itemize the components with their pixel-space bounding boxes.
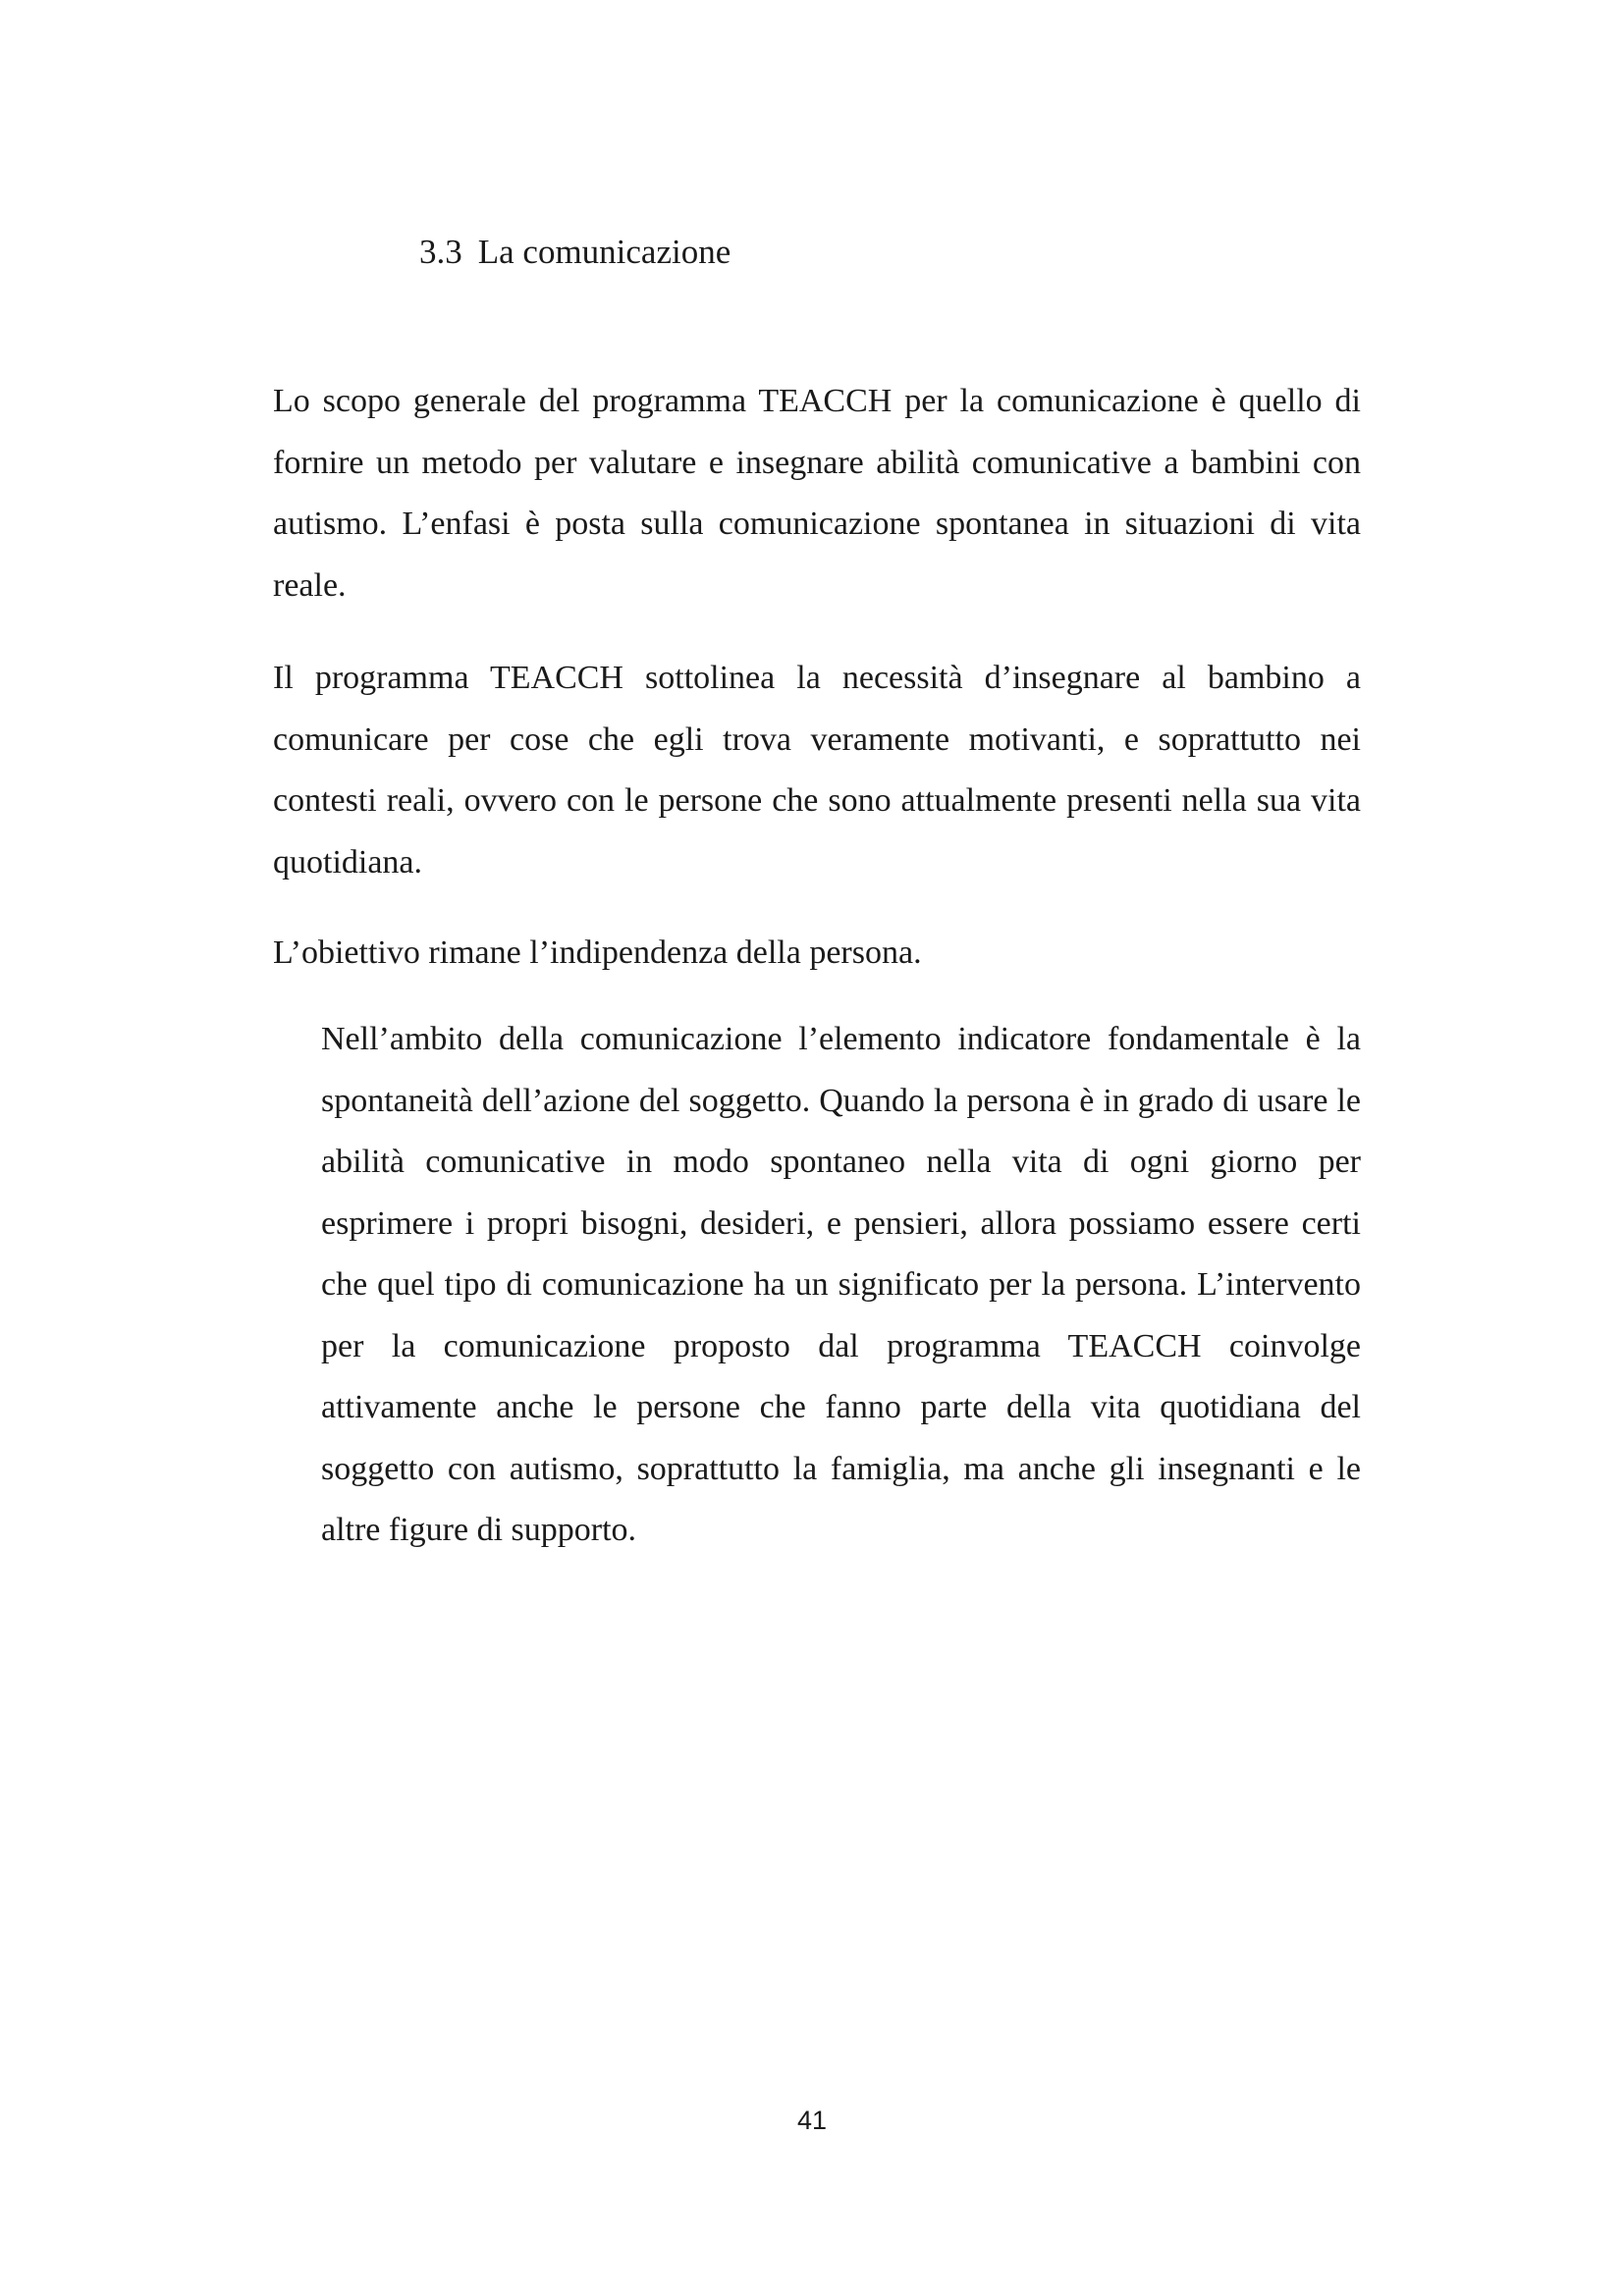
page-number: 41 bbox=[796, 2106, 828, 2135]
paragraph-2: Il programma TEACCH sottolinea la necessità d’insegnare al bambino a comunicare per cose che egli trova veramente motivanti, e soprattutto nei contesti reali, ovvero con le persone che sono attualmente presenti nella sua vita quotidiana. bbox=[273, 660, 1361, 881]
indented-paragraph: Nell’ambito della comunicazione l’elemento indicatore fondamentale è la spontaneità dell’azione del soggetto. Quando la persona è in grado di usare le abilità comunicative in modo spontaneo nella vita di ogni giorno per esprimere i propri bisogni, desideri, e pensieri, allora possiamo essere certi che quel tipo di comunicazione ha un significato per la persona. L’intervento per la comunicazione proposto dal programma TEACCH coinvolge attivamente anche le persone che fanno parte della vita quotidiana del soggetto con autismo, soprattutto la famiglia, ma anche gli insegnanti e le altre figure di supporto. bbox=[321, 1021, 1361, 1548]
paragraph-3: L’obiettivo rimane l’indipendenza della persona. bbox=[273, 934, 922, 971]
section-number: 3.3 bbox=[419, 233, 462, 271]
paragraph-1: Lo scopo generale del programma TEACCH per la comunicazione è quello di fornire un metodo per valutare e insegnare abilità comunicative a bambini con autismo. L’enfasi è posta sulla comunicazione spontanea in situazioni di vita reale. bbox=[273, 383, 1361, 604]
section-heading bbox=[419, 228, 731, 277]
section-title: La comunicazione bbox=[477, 233, 731, 271]
